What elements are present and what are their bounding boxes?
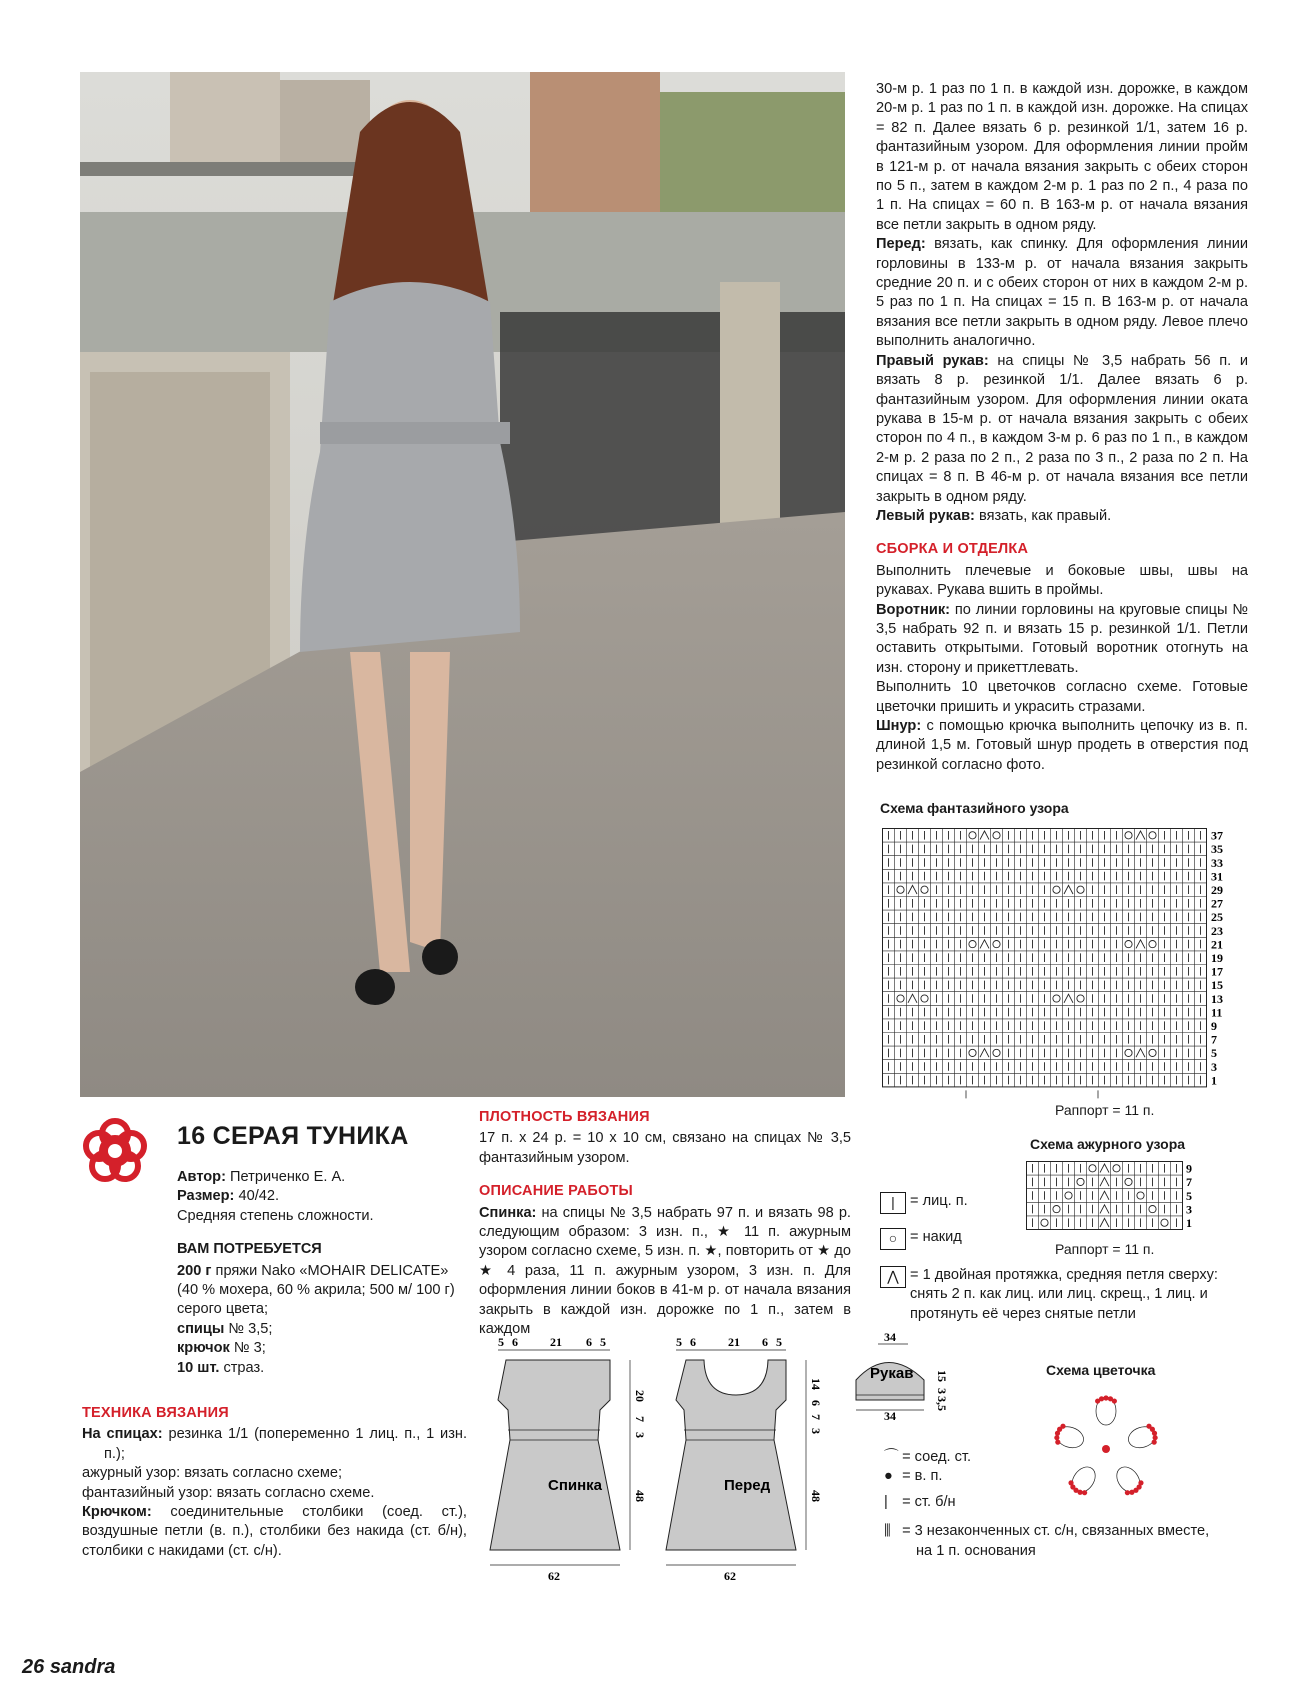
yarn-over-icon: ○	[880, 1228, 906, 1250]
fancy-chart-grid	[882, 828, 1262, 1103]
lace-chart-rapport: Раппорт = 11 п.	[1055, 1241, 1155, 1257]
fancy-row-label: 31	[1211, 869, 1223, 884]
front-side-1: 14	[809, 1378, 823, 1390]
legend-slip-stitch: ⌒ = соед. ст.	[884, 1448, 1209, 1467]
technique-heading: ТЕХНИКА ВЯЗАНИЯ	[82, 1405, 229, 1421]
technique-crochet: Крючком: соединительные столбики (соед. ст.), воздушные петли (в. п.), столбики без накида (ст. б/н), столбики с накидами (ст. с/н).	[82, 1504, 467, 1559]
petal-mark	[1053, 1423, 1086, 1451]
fancy-row-label: 19	[1211, 951, 1223, 965]
sleeve-schematic-label: Рукав	[870, 1365, 914, 1382]
back-top-4: 6	[586, 1335, 592, 1349]
size-line: Размер: 40/42.	[177, 1188, 280, 1205]
technique-needles: На спицах: резинка 1/1 (попеременно 1 лиц. п., 1 изн. п.);	[82, 1426, 468, 1462]
flowers-paragraph: Выполнить 10 цветочков согласно схеме. Готовые цветочки пришить и украсить стразами.	[876, 679, 1248, 715]
page-footer	[22, 1656, 115, 1679]
fancy-row-label: 1	[1211, 1073, 1217, 1088]
knit-stitch-icon: |	[880, 1192, 906, 1214]
legend-yarn-over: ○ = накид	[880, 1228, 962, 1250]
front-side-3: 7	[809, 1414, 823, 1420]
legend-dc3: ⫼ = 3 незаконченных ст. с/н, связанных вместе,	[884, 1522, 1209, 1541]
back-paragraph: Спинка: на спицы № 3,5 набрать 97 п. и вязать 98 р. следующим образом: 3 изн. п., ★ 11 п. ажурным узором согласно схеме, 5 изн. п. ★, повторить от ★ до ★ 4 раза, 11 п. ажурным узором, 3 изн. п. Для оформления линии боков в 41-м р. от начала вязания закрыть в каждой изн. дорожке по 1 п., затем в каждом	[479, 1204, 851, 1338]
legend-dc3-cont: на 1 п. основания	[916, 1542, 1036, 1559]
fancy-chart-title: Схема фантазийного узора	[880, 800, 1069, 816]
front-top-1: 5	[676, 1335, 682, 1349]
right-sleeve-paragraph: Правый рукав: на спицы № 3,5 набрать 56 п. и вязать 8 р. резинкой 1/1. Далее вязать 6 р. фантазийным узором. Для оформления линии оката рукава в 15-м р. от начала вязания закрыть с обеих сторон по 4 п., в каждом 3-м р. 6 раз по 1 п., в каждом 2-м р. 2 раза по 2 п., 2 раза по 3 п., 2 раза по 2 п. На спицах = 8 п. В 46-м р. от начала вязания все петли закрыть в одном ряду.	[876, 352, 1248, 505]
legend-double-decrease: ⋀ = 1 двойная протяжка, средняя петля сверху: снять 2 п. как лиц. или лиц. скрещ., 1 лиц. и протянуть её через снятые петли	[880, 1266, 1218, 1324]
front-top-2: 6	[690, 1335, 696, 1349]
front-side-4: 3	[809, 1428, 823, 1434]
assembly-text: Выполнить плечевые и боковые швы, швы на рукавах. Рукава вшить в проймы.	[876, 562, 1248, 599]
author-line: Автор: Петриченко Е. А.	[177, 1169, 346, 1185]
project-details	[177, 1168, 467, 1378]
back-continuation: 30-м р. 1 раз по 1 п. в каждой изн. дорожке, в каждом 20-м р. 1 раз по 1 п. в каждой изн. дорожке. На спицах = 82 п. Далее вязать 6 р. резинкой 1/1, затем 16 р. фантазийным узором. Для оформления линии пройм в 121-м р. от начала вязания закрыть с обеих сторон по 5 п., затем в каждом 2-м р. 1 раз по 2 п., 4 раза по 1 п. На спицах = 60 п. В 163-м р. от начала вязания все петли закрыть в одном ряду.	[876, 81, 1248, 233]
magazine-name: sandra	[49, 1656, 116, 1678]
flower-logo-icon	[80, 1116, 150, 1186]
instructions-middle-column	[479, 1108, 851, 1339]
back-schematic-label: Спинка	[548, 1477, 603, 1494]
instructions-right-column	[876, 80, 1248, 775]
fancy-row-label: 21	[1211, 937, 1223, 952]
assembly-heading: СБОРКА И ОТДЕЛКА	[876, 541, 1029, 558]
fancy-row-label: 17	[1211, 964, 1223, 979]
petal-mark	[1095, 1395, 1117, 1425]
slip-stitch-icon: ⌒	[884, 1449, 899, 1465]
back-top-5: 5	[600, 1335, 606, 1349]
fancy-row-label: 23	[1211, 923, 1223, 938]
technique-fancy: фантазийный узор: вязать согласно схеме.	[82, 1484, 375, 1501]
legend-knit: | = лиц. п.	[880, 1192, 968, 1214]
lace-row-label: 3	[1186, 1202, 1192, 1217]
petal-mark	[1126, 1423, 1159, 1451]
back-top-1: 5	[498, 1335, 504, 1349]
flower-center-mark	[1102, 1445, 1110, 1453]
flower-scheme-diagram	[1036, 1384, 1176, 1514]
sleeve-side-3: 3,5	[935, 1396, 949, 1411]
petal-mark	[1067, 1463, 1100, 1497]
back-side-3: 3	[633, 1432, 647, 1438]
left-sleeve-paragraph: Левый рукав: вязать, как правый.	[876, 507, 1112, 524]
fancy-row-label: 15	[1211, 978, 1223, 993]
description-heading: ОПИСАНИЕ РАБОТЫ	[479, 1183, 633, 1200]
petal-mark	[1112, 1463, 1145, 1497]
fancy-row-label: 25	[1211, 910, 1223, 925]
double-decrease-icon: ⋀	[880, 1266, 906, 1288]
lace-row-label: 9	[1186, 1161, 1192, 1176]
legend-sc: | = ст. б/н	[884, 1493, 1209, 1512]
lace-chart-grid	[1026, 1161, 1226, 1246]
fancy-row-label: 27	[1211, 896, 1223, 911]
needles-line: спицы № 3,5;	[177, 1320, 273, 1337]
technique-lace: ажурный узор: вязать согласно схеме;	[82, 1465, 343, 1482]
lace-chart-title: Схема ажурного узора	[1030, 1136, 1186, 1152]
page-number: 26	[22, 1656, 45, 1678]
fancy-row-label: 7	[1211, 1032, 1217, 1047]
back-bottom: 62	[548, 1569, 560, 1583]
front-top-3: 21	[728, 1335, 740, 1349]
collar-paragraph: Воротник: по линии горловины на круговые спицы № 3,5 набрать 92 п. и вязать 15 р. резинкой 1/1. Петли оставить открытыми. Готовый воротник отогнуть на изн. сторону и прикеттлевать.	[876, 601, 1248, 676]
fancy-chart-rapport: Раппорт = 11 п.	[1055, 1102, 1155, 1118]
materials-heading: ВАМ ПОТРЕБУЕТСЯ	[177, 1241, 322, 1258]
sleeve-schematic	[848, 1330, 978, 1423]
gauge-heading: ПЛОТНОСТЬ ВЯЗАНИЯ	[479, 1109, 650, 1125]
back-top-2: 6	[512, 1335, 518, 1349]
lace-row-label: 1	[1186, 1216, 1192, 1230]
yarn-line: 200 г пряжи Nako «MOHAIR DELICATE» (40 % мохера, 60 % акрила; 500 м/ 100 г) серого цвета;	[177, 1262, 455, 1318]
difficulty-line: Средняя степень сложности.	[177, 1207, 374, 1224]
fancy-row-label: 35	[1211, 842, 1223, 857]
back-side-4: 48	[633, 1490, 647, 1502]
front-schematic-label: Перед	[724, 1477, 771, 1494]
front-side-5: 48	[809, 1490, 823, 1502]
sleeve-side-2: 3	[935, 1388, 949, 1394]
fancy-row-label: 13	[1211, 991, 1223, 1006]
fancy-row-label: 5	[1211, 1046, 1217, 1061]
fancy-row-label: 37	[1211, 828, 1223, 843]
front-top-5: 5	[776, 1335, 782, 1349]
model-photo	[80, 72, 845, 1097]
lace-row-label: 7	[1186, 1175, 1192, 1190]
back-side-1: 20	[633, 1390, 647, 1402]
sleeve-bottom: 34	[884, 1409, 896, 1423]
fancy-row-label: 3	[1211, 1059, 1217, 1074]
fancy-row-label: 33	[1211, 855, 1223, 870]
fancy-row-label: 11	[1211, 1005, 1223, 1020]
cluster-stitch-icon: ⫼	[884, 1523, 891, 1540]
chain-stitch-icon: ●	[884, 1468, 893, 1485]
lace-row-label: 5	[1186, 1188, 1192, 1203]
back-front-schematics	[470, 1335, 870, 1583]
front-side-2: 6	[809, 1400, 823, 1406]
back-top-3: 21	[550, 1335, 562, 1349]
fancy-row-label: 29	[1211, 883, 1223, 897]
rhinestones-line: 10 шт. страз.	[177, 1359, 265, 1376]
flower-scheme-title: Схема цветочка	[1046, 1362, 1156, 1378]
fancy-row-label: 9	[1211, 1019, 1217, 1033]
technique-block	[82, 1404, 467, 1561]
hook-line: крючок № 3;	[177, 1340, 266, 1357]
sleeve-side-1: 15	[935, 1370, 949, 1382]
single-crochet-icon: |	[884, 1493, 888, 1510]
sleeve-top: 34	[884, 1330, 896, 1344]
back-side-2: 7	[633, 1416, 647, 1422]
gauge-text: 17 п. х 24 р. = 10 х 10 см, связано на спицах № 3,5 фантазийным узором.	[479, 1130, 851, 1166]
front-top-4: 6	[762, 1335, 768, 1349]
cord-paragraph: Шнур: с помощью крючка выполнить цепочку из в. п. длиной 1,5 м. Готовый шнур продеть в отверстия под резинкой согласно фото.	[876, 718, 1248, 773]
project-title: 16 СЕРАЯ ТУНИКА	[177, 1122, 409, 1150]
legend-chain: ● = в. п.	[884, 1467, 1209, 1486]
front-paragraph: Перед: вязать, как спинку. Для оформления линии горловины в 133-м р. от начала вязания закрыть средние 20 п. и с обеих сторон от них в каждом 2-м р. 5 раз по 1 п. На спицах = 15 п. В 163-м р. от начала вязания все петли закрыть в одном ряду. Левое плечо выполнить аналогично.	[876, 236, 1248, 350]
front-bottom: 62	[724, 1569, 736, 1583]
